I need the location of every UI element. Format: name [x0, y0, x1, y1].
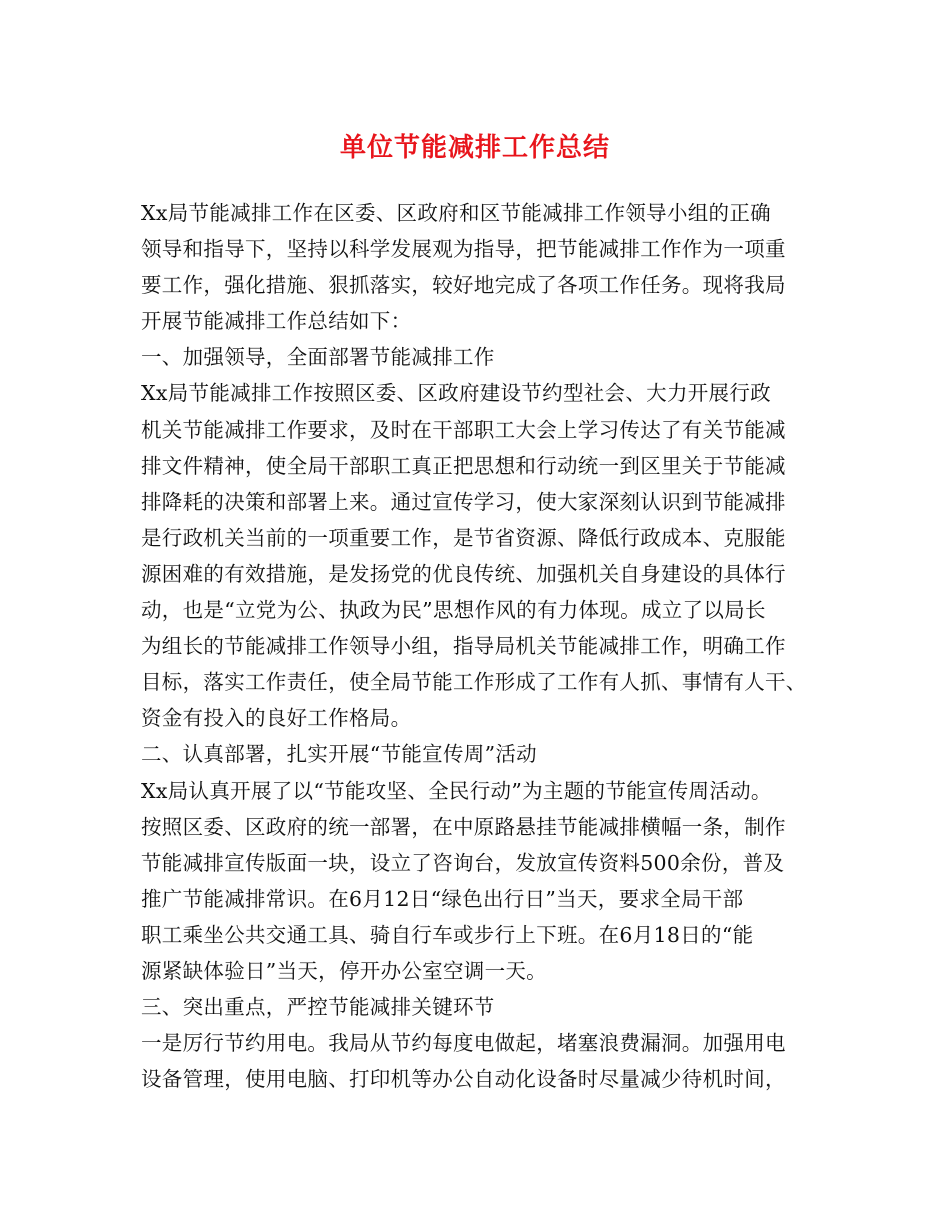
text-line-17: Xx局认真开展了以“节能攻坚、全民行动”为主题的节能宣传周活动。 [141, 778, 772, 803]
text-line-15: 资金有投入的良好工作格局。 [141, 706, 412, 731]
text-line-11: 源困难的有效措施，是发扬党的优良传统、加强机关自身建设的具体行 [141, 561, 786, 586]
text-line-13: 为组长的节能减排工作领导小组，指导局机关节能减排工作，明确工作 [141, 634, 786, 659]
text-line-4: 开展节能减排工作总结如下： [141, 309, 412, 334]
document-title: 单位节能减排工作总结 [339, 133, 610, 163]
text-line-3: 要工作，强化措施、狠抓落实，较好地完成了各项工作任务。现将我局 [141, 273, 786, 298]
text-line-7: 机关节能减排工作要求，及时在干部职工大会上学习传达了有关节能减 [141, 417, 786, 442]
text-line-1: Xx局节能减排工作在区委、区政府和区节能减排工作领导小组的正确 [141, 201, 771, 225]
text-line-19: 节能减排宣传版面一块，设立了咨询台，发放宣传资料500余份，普及 [141, 850, 785, 875]
section-heading-2: 二、认真部署，扎实开展“节能宣传周”活动 [141, 742, 537, 767]
text-line-8: 排文件精神，使全局干部职工真正把思想和行动统一到区里关于节能减 [141, 453, 786, 478]
text-line-14: 目标，落实工作责任，使全局节能工作形成了工作有人抓、事情有人干、 [141, 670, 807, 695]
text-line-12: 动，也是“立党为公、执政为民”思想作风的有力体现。成立了以局长 [141, 598, 766, 623]
text-line-2: 领导和指导下，坚持以科学发展观为指导，把节能减排工作作为一项重 [141, 237, 786, 262]
section-heading-3: 三、突出重点，严控节能减排关键环节 [141, 995, 495, 1020]
text-line-21: 职工乘坐公共交通工具、骑自行车或步行上下班。在6月18日的“能 [141, 922, 754, 947]
text-line-25: 设备管理，使用电脑、打印机等办公自动化设备时尽量减少待机时间， [141, 1067, 786, 1092]
text-line-24: 一是厉行节约用电。我局从节约每度电做起，堵塞浪费漏洞。加强用电 [141, 1031, 786, 1056]
text-line-6: Xx局节能减排工作按照区委、区政府建设节约型社会、大力开展行政 [141, 381, 771, 406]
text-line-10: 是行政机关当前的一项重要工作，是节省资源、降低行政成本、克服能 [141, 525, 786, 550]
text-line-18: 按照区委、区政府的统一部署，在中原路悬挂节能减排横幅一条，制作 [141, 814, 786, 839]
text-line-20: 推广节能减排常识。在6月12日“绿色出行日”当天，要求全局干部 [141, 886, 744, 911]
document-body [141, 195, 821, 1097]
section-heading-1: 一、加强领导，全面部署节能减排工作 [141, 345, 495, 370]
text-line-9: 排降耗的决策和部署上来。通过宣传学习，使大家深刻认识到节能减排 [141, 489, 786, 514]
text-line-22: 源紧缺体验日”当天，停开办公室空调一天。 [141, 958, 547, 983]
